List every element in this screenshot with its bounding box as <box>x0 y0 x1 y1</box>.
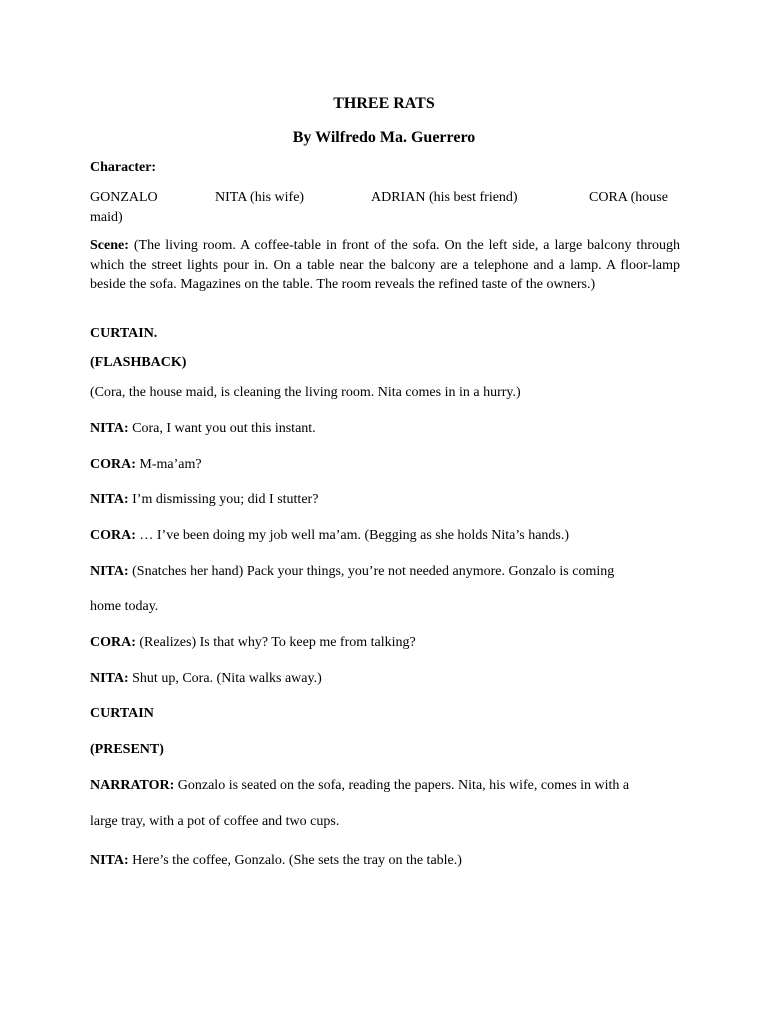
dialogue: M-ma’am? <box>135 457 202 472</box>
speaker: NITA: <box>90 492 129 507</box>
speaker: NITA: <box>90 564 129 579</box>
character-adrian: ADRIAN (his best friend) <box>371 190 518 205</box>
script-line <box>90 419 680 439</box>
script-line <box>90 669 680 689</box>
character-cora: CORA (house <box>589 190 668 205</box>
script-line <box>90 704 680 724</box>
dialogue: (Snatches her hand) Pack your things, you’re not needed anymore. Gonzalo is coming <box>128 564 615 579</box>
dialogue: (Cora, the house maid, is cleaning the living room. Nita comes in in a hurry.) <box>90 385 521 400</box>
speaker: CORA: <box>90 457 136 472</box>
dialogue: (Realizes) Is that why? To keep me from talking? <box>135 635 416 650</box>
script-line <box>90 455 680 475</box>
dialogue: Here’s the coffee, Gonzalo. (She sets the tray on the table.) <box>128 853 462 868</box>
speaker: NITA: <box>90 671 129 686</box>
speaker: NITA: <box>90 421 129 436</box>
script-line <box>90 740 680 760</box>
dialogue: … I’ve been doing my job well ma’am. (Begging as she holds Nita’s hands.) <box>135 528 570 543</box>
speaker: CURTAIN <box>90 706 154 721</box>
script-line <box>90 562 680 582</box>
scene-text: (The living room. A coffee-table in front of the sofa. On the left side, a large balcony through which the street lights pour in. On a table near the balcony are a telephone and a lamp. A floor-lamp beside the sofa. Magazines on the table. The room reveals the refined taste of the owners.) <box>90 238 680 292</box>
scene-description <box>90 236 680 295</box>
scene-label: Scene: <box>90 238 129 253</box>
script-line <box>90 526 680 546</box>
dialogue: home today. <box>90 599 159 614</box>
character-gonzalo: GONZALO <box>90 190 158 205</box>
speaker: CURTAIN. <box>90 326 158 341</box>
speaker: NITA: <box>90 853 129 868</box>
dialogue: Cora, I want you out this instant. <box>128 421 316 436</box>
script-line <box>90 324 680 344</box>
character-cora-continued: maid) <box>90 209 123 225</box>
script-line <box>90 812 680 832</box>
script-line <box>90 383 680 403</box>
script-line <box>90 776 680 796</box>
script-line <box>90 597 680 617</box>
script-line <box>90 633 680 653</box>
dialogue: Shut up, Cora. (Nita walks away.) <box>128 671 322 686</box>
script-line <box>90 490 680 510</box>
speaker: NARRATOR: <box>90 778 175 793</box>
script-line <box>90 353 680 373</box>
dialogue: I’m dismissing you; did I stutter? <box>128 492 319 507</box>
script-line <box>90 851 680 871</box>
document-title: THREE RATS <box>333 95 435 112</box>
character-heading: Character: <box>90 160 157 175</box>
document-author: By Wilfredo Ma. Guerrero <box>292 129 476 146</box>
speaker: CORA: <box>90 635 136 650</box>
speaker: (FLASHBACK) <box>90 355 187 370</box>
speaker: (PRESENT) <box>90 742 164 757</box>
character-nita: NITA (his wife) <box>215 190 305 205</box>
dialogue: large tray, with a pot of coffee and two cups. <box>90 814 340 829</box>
dialogue: Gonzalo is seated on the sofa, reading the papers. Nita, his wife, comes in with a <box>174 778 630 793</box>
speaker: CORA: <box>90 528 136 543</box>
